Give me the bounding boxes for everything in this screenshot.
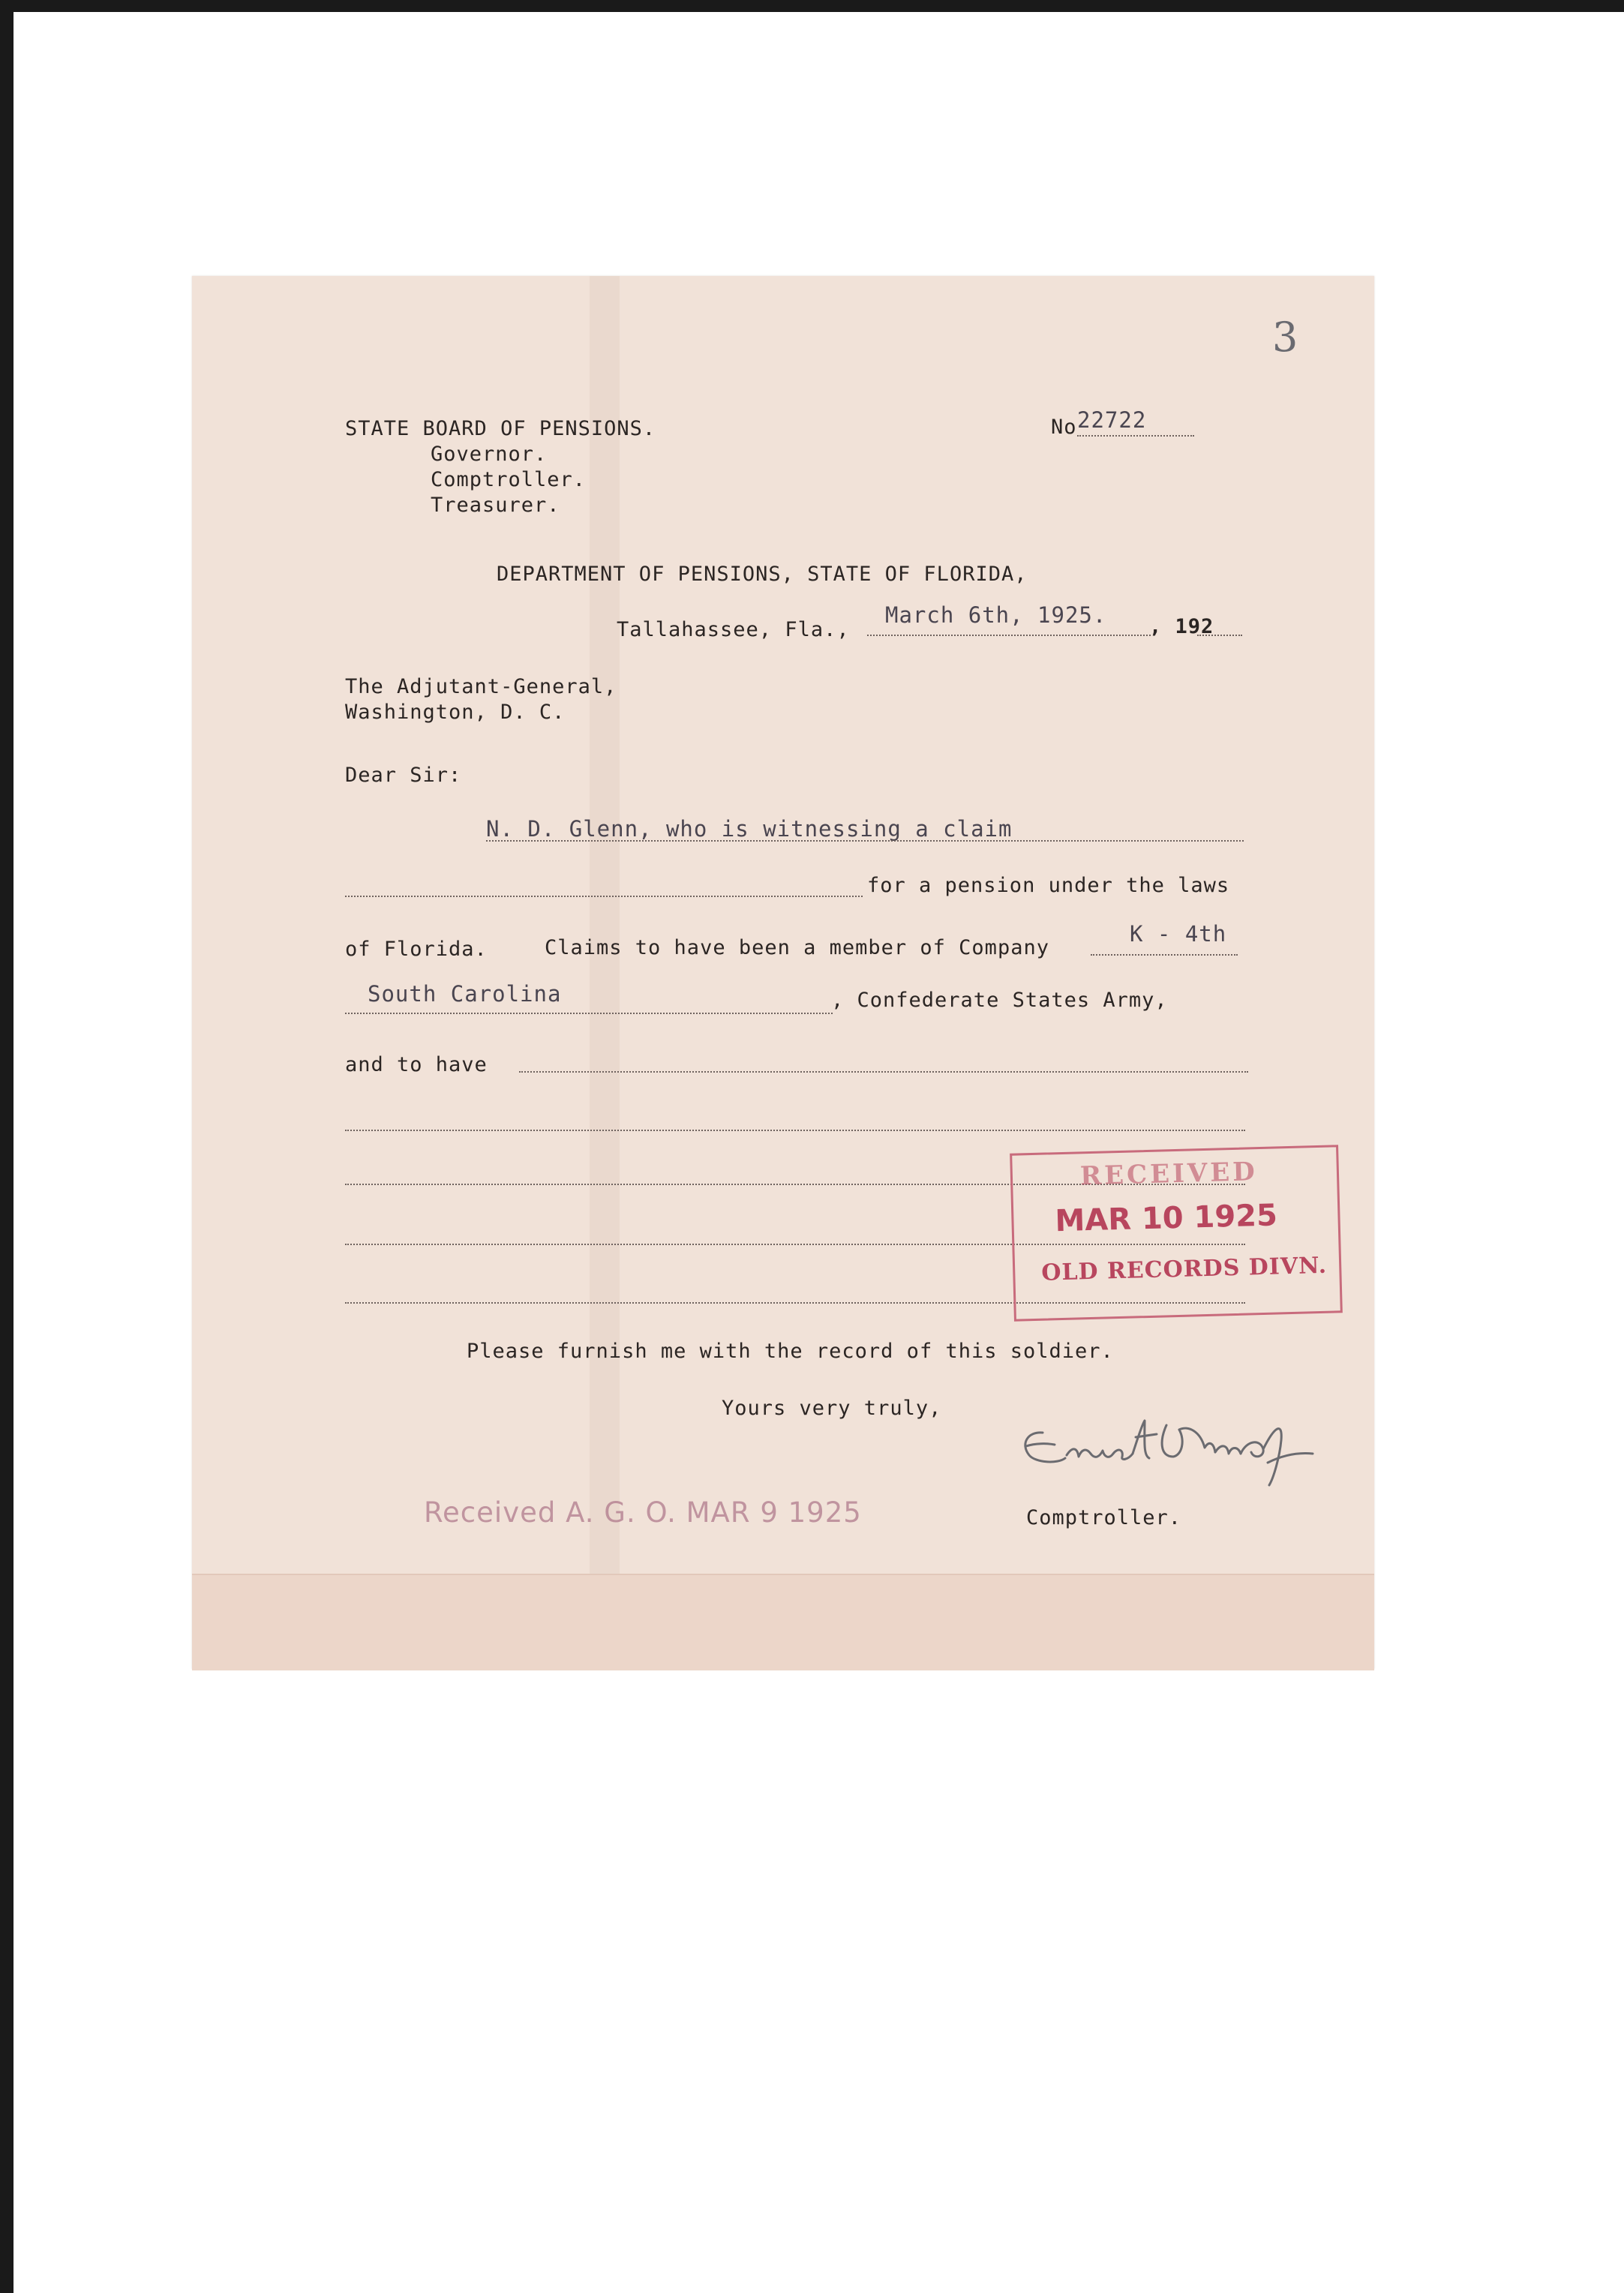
board-title: STATE BOARD OF PENSIONS. (345, 417, 656, 440)
stamp-date: MAR 10 1925 (1054, 1198, 1278, 1239)
claimant-underline (486, 840, 1244, 842)
page-number: 3 (1272, 314, 1298, 361)
addressee-line-1: The Adjutant-General, (345, 675, 617, 698)
ago-received-stamp: Received A. G. O. MAR 9 1925 (424, 1496, 862, 1529)
service-line-1 (519, 1071, 1248, 1073)
and-to-have-text: and to have (345, 1053, 488, 1076)
service-line-2 (345, 1130, 1245, 1131)
company-underline (1091, 954, 1238, 956)
date-underline (867, 635, 1151, 636)
state-underline (345, 1013, 833, 1014)
number-label: No (1051, 416, 1077, 439)
request-text: Please furnish me with the record of this soldier. (467, 1340, 1114, 1363)
place-label: Tallahassee, Fla., (617, 618, 850, 641)
addressee-line-2: Washington, D. C. (345, 701, 566, 724)
date-value: March 6th, 1925. (885, 602, 1107, 628)
pension-text: for a pension under the laws (867, 874, 1230, 897)
claim-blank-line (345, 896, 863, 897)
army-text: , Confederate States Army, (831, 989, 1168, 1012)
paper-bottom-band (192, 1574, 1374, 1670)
florida-text: of Florida. (345, 938, 488, 961)
year-prefix: , 192 (1149, 615, 1214, 638)
member-governor: Governor. (431, 443, 548, 466)
department-heading: DEPARTMENT OF PENSIONS, STATE OF FLORIDA, (497, 563, 1028, 586)
scan-border-top (0, 0, 1624, 12)
member-treasurer: Treasurer. (431, 494, 560, 517)
member-text: Claims to have been a member of Company (545, 936, 1049, 959)
handwritten-signature (1013, 1410, 1365, 1493)
stamp-division: OLD RECORDS DIVN. (1040, 1252, 1328, 1286)
closing-text: Yours very truly, (722, 1397, 942, 1420)
signer-title: Comptroller. (1026, 1506, 1182, 1529)
paper-fold-shade (590, 276, 620, 1574)
salutation: Dear Sir: (345, 764, 462, 787)
state-value: South Carolina (368, 981, 562, 1007)
old-records-stamp (1010, 1145, 1343, 1321)
year-underline (1197, 635, 1242, 636)
stamp-received-text: RECEIVED (1079, 1157, 1259, 1192)
claimant-text: N. D. Glenn, who is witnessing a claim (486, 816, 1013, 842)
company-value: K - 4th (1130, 921, 1227, 947)
member-comptroller: Comptroller. (431, 468, 587, 491)
scan-border-left (0, 0, 14, 2293)
number-value: 22722 (1077, 407, 1147, 433)
number-underline (1077, 435, 1194, 437)
